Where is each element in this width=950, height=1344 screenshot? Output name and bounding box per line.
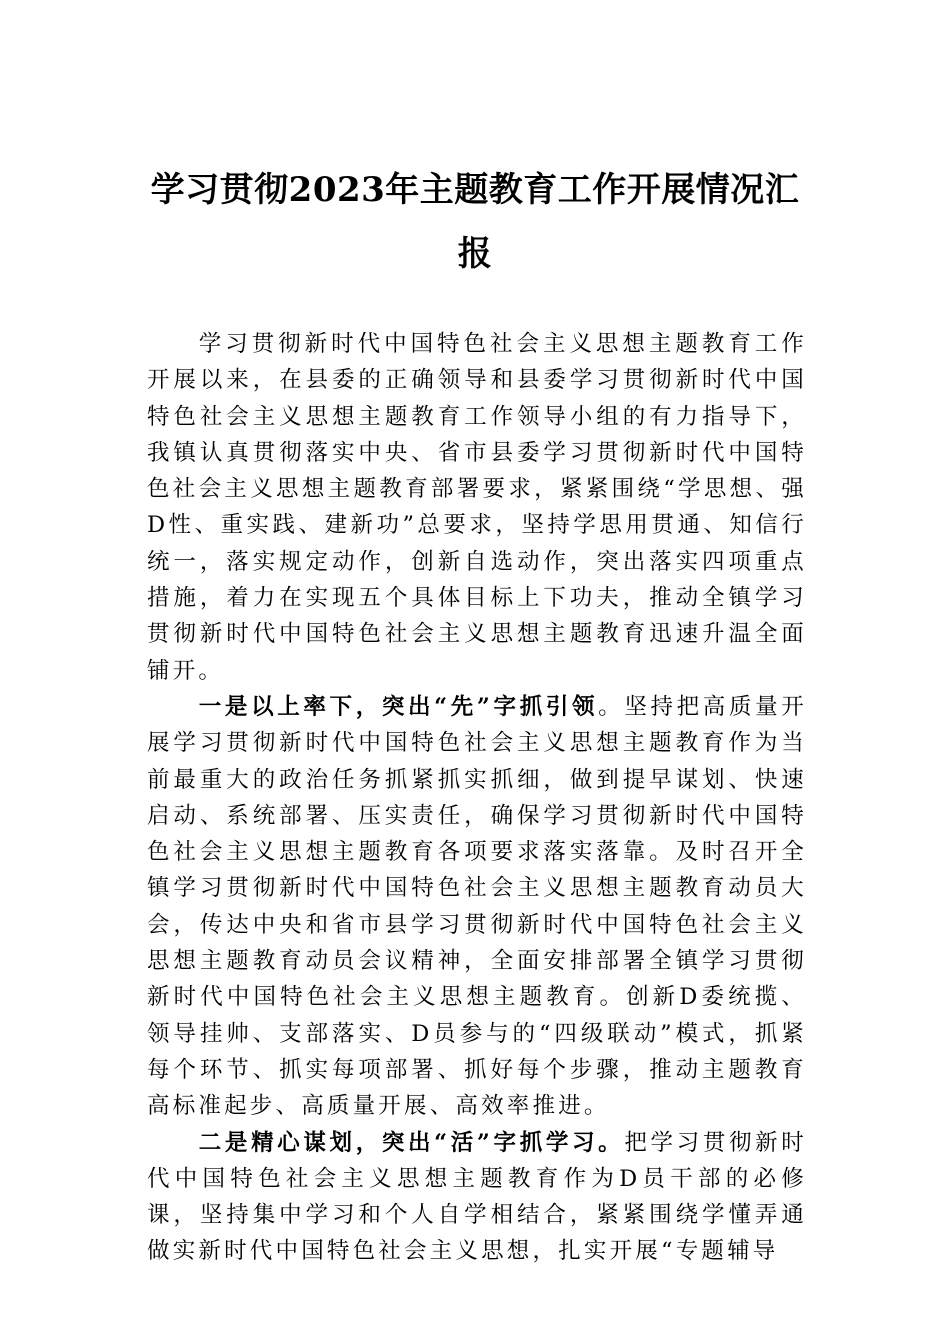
document-body xyxy=(147,326,807,1270)
document-title: 学习贯彻2023年主题教育工作开展情况汇报 xyxy=(150,170,800,274)
paragraph-point-two xyxy=(147,1125,807,1270)
paragraph-text: 学习贯彻新时代中国特色社会主义思想主题教育工作开展以来，在县委的正确领导和县委学习贯彻新时代中国特色社会主义思想主题教育工作领导小组的有力指导下，我镇认真贯彻落实中央、省市县委学习贯彻新时代中国特色社会主义思想主题教育部署要求，紧紧围绕“学思想、强D性、重实践、建新功”总要求，坚持学思用贯通、知信行统一，落实规定动作，创新自选动作，突出落实四项重点措施，着力在实现五个具体目标上下功夫，推动全镇学习贯彻新时代中国特色社会主义思想主题教育迅速升温全面铺开。 xyxy=(147,331,807,684)
paragraph-lead: 一是以上率下，突出“先”字抓引领 xyxy=(198,693,599,720)
paragraph-lead: 二是精心谋划，突出“活”字抓学习。 xyxy=(198,1129,625,1156)
paragraph-intro xyxy=(147,326,807,689)
paragraph-text: 。坚持把高质量开展学习贯彻新时代中国特色社会主义思想主题教育作为当前最重大的政治任务抓紧抓实抓细，做到提早谋划、快速启动、系统部署、压实责任，确保学习贯彻新时代中国特色社会主义思想主题教育各项要求落实落靠。及时召开全镇学习贯彻新时代中国特色社会主义思想主题教育动员大会，传达中央和省市县学习贯彻新时代中国特色社会主义思想主题教育动员会议精神，全面安排部署全镇学习贯彻新时代中国特色社会主义思想主题教育。创新D委统揽、领导挂帅、支部落实、D员参与的“四级联动”模式，抓紧每个环节、抓实每项部署、抓好每个步骤，推动主题教育高标准起步、高质量开展、高效率推进。 xyxy=(147,693,807,1120)
paragraph-point-one xyxy=(147,689,807,1125)
paragraph-text: 把学习贯彻新时代中国特色社会主义思想主题教育作为D员干部的必修课，坚持集中学习和个人自学相结合，紧紧围绕学懂弄通做实新时代中国特色社会主义思想，扎实开展“专题辅导 xyxy=(147,1129,807,1265)
